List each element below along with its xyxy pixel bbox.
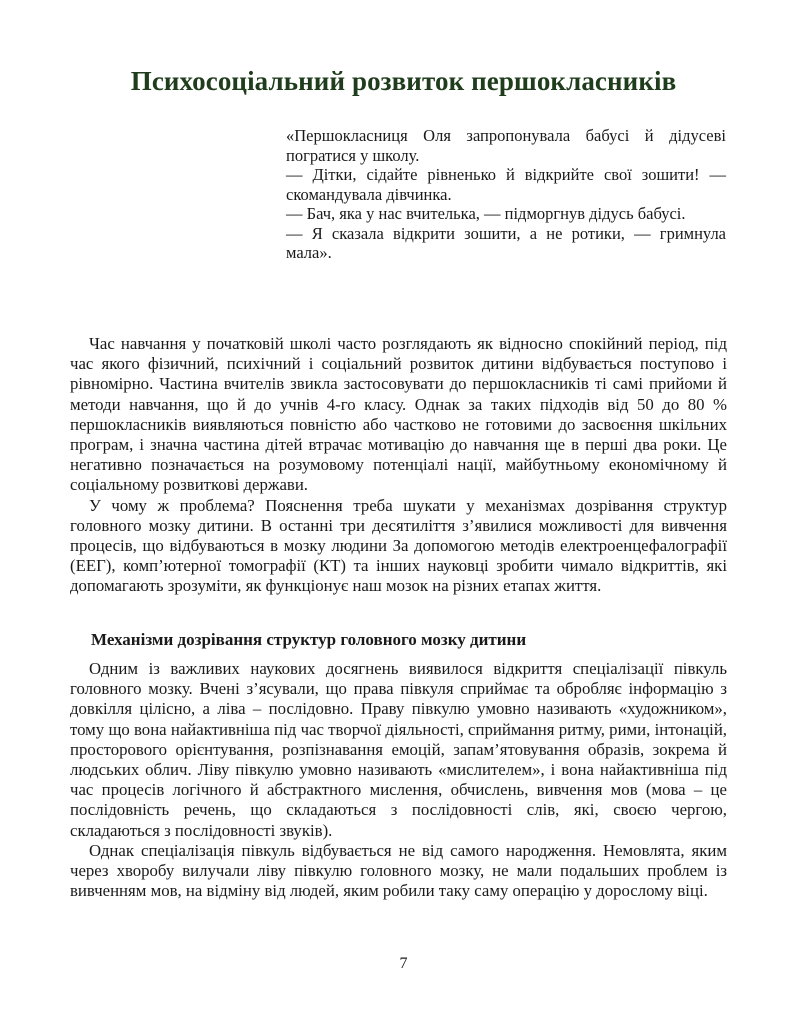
- section-heading: Механізми дозрівання структур головного мозку дитини: [91, 630, 527, 649]
- epigraph: [286, 126, 726, 263]
- hemispheres-section: [70, 659, 727, 901]
- epigraph-line: «Першокласниця Оля запропонувала бабусі й дідусеві погратися у школу.: [286, 126, 726, 165]
- intro-section: [70, 334, 727, 597]
- page-title: Психосоціальний розвиток першокласників: [130, 66, 677, 96]
- body-paragraph: У чому ж проблема? Пояснення треба шукати у механізмах дозрівання структур головного мозку дитини. В останні три десятиліття з’явилися можливості для вивчення процесів, що відбуваються в мозку людини За допомогою методів електроенцефалографії (ЕЕГ), комп’ютерної томографії (КТ) та інших науковці зробити чимало відкриттів, які допомагають зрозуміти, як функціонує наш мозок на різних етапах життя.: [70, 495, 727, 596]
- body-paragraph: Час навчання у початковій школі часто розглядають як відносно спокійний період, під час якого фізичний, психічний і соціальний розвиток дитини відбувається поступово і рівномірно. Частина вчителів звикла застосовувати до першокласників ті самі прийоми й методи навчання, що й до учнів 4-го класу. Однак за таких підходів від 50 до 80 % першокласників виявляються повністю або частково не готовими до засвоєння шкільних програм, і значна частина дітей втрачає мотивацію до навчання ще в перші два роки. Це негативно позначається на розумовому потенціалі нації, майбутньому економічному й соціальному розвиткові держави.: [70, 334, 727, 495]
- epigraph-line: — Я сказала відкрити зошити, а не ротики, — гримнула мала».: [286, 223, 726, 262]
- body-paragraph: Одним із важливих наукових досягнень виявилося відкриття спеціалізації півкуль головного мозку. Вчені з’ясували, що права півкуля сприймає та обробляє інформацію з довкілля цілісно, а ліва – послідовно. Праву півкулю умовно називають «художником», тому що вона найактивніша під час творчої діяльності, сприймання ритму, рими, інтонацій, просторового орієнтування, розпізнавання емоцій, запам’ятовування образів, зокрема й людських облич. Ліву півкулю умовно називають «мислителем», і вона найактивніша під час процесів логічного й абстрактного мислення, обчислень, вивчення мов (мова – це послідовність речень, що складаються з послідовності слів, які, своєю чергою, складаються з послідовності звуків).: [70, 659, 727, 840]
- body-paragraph: Однак спеціалізація півкуль відбувається не від самого народження. Немовлята, яким через хворобу вилучали ліву півкулю головного мозку, не мали подальших проблем із вивченням мов, на відміну від людей, яким робили таку саму операцію у дорослому віці.: [70, 840, 727, 901]
- epigraph-line: — Бач, яка у нас вчителька, — підморгнув дідусь бабусі.: [286, 204, 686, 223]
- page-number: 7: [399, 955, 408, 972]
- epigraph-line: — Дітки, сідайте рівненько й відкрийте свої зошити! — скомандувала дівчинка.: [286, 165, 726, 204]
